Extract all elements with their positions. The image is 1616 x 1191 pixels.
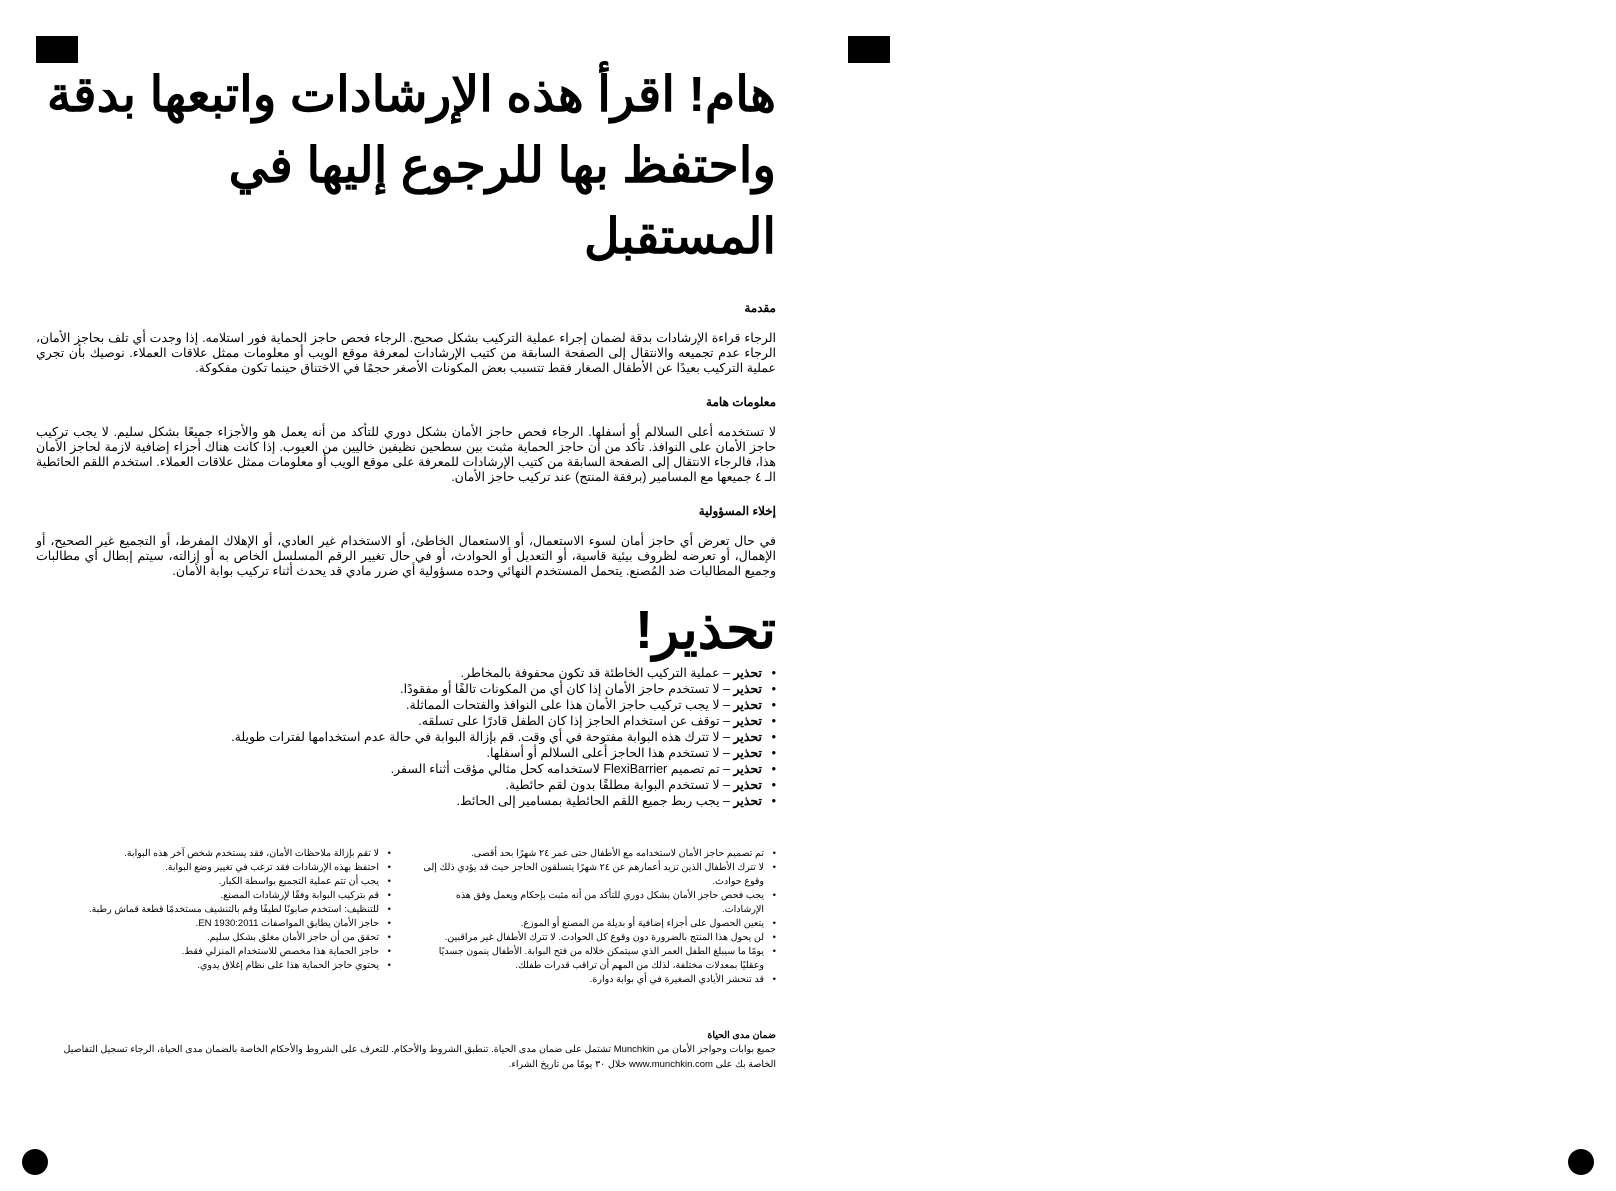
safety-note: • يجب فحص حاجز الأمان بشكل دوري للتأكد من أنه مثبت بإحكام ويعمل وفق هذه الإرشادات. [421,889,776,917]
safety-note: • قم بتركيب البوابة وفقًا لإرشادات المصنع. [36,889,391,903]
safety-notes-left-column [36,847,391,987]
safety-note: • لا تقم بإزالة ملاحظات الأمان، فقد يستخدم شخص آخر هذه البوابة. [36,847,391,861]
safety-notes [36,847,776,987]
safety-notes-right-column [421,847,776,987]
registration-dot-bottom-left [22,1149,48,1175]
warning-item [36,777,776,793]
warning-tag: تحذير [733,714,762,728]
safety-note: • يجب أن تتم عملية التجميع بواسطة الكبار. [36,875,391,889]
warning-tag: تحذير [733,682,762,696]
safety-note: • تم تصميم حاجز الأمان لاستخدامه مع الأطفال حتى عمر ٢٤ شهرًا بحد أقصى. [421,847,776,861]
safety-note: • حاجز الحماية هذا مخصص للاستخدام المنزلي فقط. [36,945,391,959]
safety-note: • لا تترك الأطفال الذين تزيد أعمارهم عن ٢٤ شهرًا يتسلقون الحاجز حيث قد يؤدي ذلك إلى وقوع حوادث. [421,861,776,889]
warning-tag: تحذير [733,698,762,712]
disclaimer-section [36,504,776,579]
warning-title: تحذير! [634,600,776,660]
page-title [36,60,776,273]
warning-tag: تحذير [733,666,762,680]
safety-note: • حاجز الأمان يطابق المواصفات EN 1930:2011. [36,917,391,931]
warning-item-text: – توقف عن استخدام الحاجز إذا كان الطفل قادرًا على تسلقه. [418,714,734,728]
warning-item-text: – لا تستخدم هذا الحاجز أعلى السلالم أو أسفلها. [486,746,734,760]
warning-item [36,761,776,777]
warning-item-text: – لا تترك هذه البوابة مفتوحة في أي وقت. قم بإزالة البوابة في حالة عدم استخدامها لفترات طويلة. [231,730,734,744]
safety-note: • احتفظ بهذه الإرشادات فقد ترغب في تغيير وضع البوابة. [36,861,391,875]
safety-note: • للتنظيف: استخدم صابونًا لطيفًا وقم بالتنشيف مستخدمًا قطعة قماش رطبة. [36,903,391,917]
page-title-line-2: واحتفظ بها للرجوع إليها في المستقبل [228,139,776,264]
disclaimer-text: في حال تعرض أي حاجز أمان لسوء الاستعمال، أو الاستعمال الخاطئ، أو الاستخدام غير العادي، أو الإهلاك المفرط، أو التجميع غير الصحيح، أو الإهمال، أو تعرضه لظروف بيئية قاسية، أو التعديل أو الحوادث، أو في حال تغيير الرقم المسلسل الخاص به أو إزالته، سيتم إبطال أي مطالبات وجميع المطالبات ضد المُصنع. يتحمل المستخدم النهائي وحده مسؤولية أي ضرر مادي قد يحدث أثناء تركيب بوابة الأمان. [36,534,776,578]
warning-tag: تحذير [733,778,762,792]
safety-note: • تحقق من أن حاجز الأمان مغلق بشكل سليم. [36,931,391,945]
warning-tag: تحذير [733,746,762,760]
warranty-section [36,1029,776,1072]
safety-note: • قد تنحشر الأيادي الصغيرة في أي بوابة دوارة. [421,973,776,987]
disclaimer-heading: إخلاء المسؤولية [698,504,776,518]
warning-item [36,745,776,761]
important-info-section [36,395,776,485]
warning-item-text: – عملية التركيب الخاطئة قد تكون محفوفة بالمخاطر. [460,666,734,680]
warning-list [36,665,776,809]
warranty-heading: ضمان مدى الحياة [707,1030,776,1041]
warning-tag: تحذير [733,762,762,776]
warning-item-text: – لا تستخدم حاجز الأمان إذا كان أي من المكونات تالفًا أو مفقودًا. [400,682,734,696]
warning-item [36,793,776,809]
warning-item [36,665,776,681]
page-title-line-1: هام! اقرأ هذه الإرشادات واتبعها بدقة [46,68,776,122]
warning-item-text: – لا يجب تركيب حاجز الأمان هذا على النوافذ والفتحات المماثلة. [406,698,734,712]
warning-item [36,681,776,697]
important-info-text: لا تستخدمه أعلى السلالم أو أسفلها. الرجاء فحص حاجز الأمان بشكل دوري للتأكد من أنه يعمل هو والأجزاء جميعًا بشكل سليم. لا يجب تركيب حاجز الأمان على النوافذ. تأكد من أن حاجز الحماية مثبت بين سطحين نظيفين خاليين من العيوب. إذا كانت هناك أجزاء إضافية لازمة لحاجز الأمان هذا، فالرجاء الانتقال إلى الصفحة السابقة من كتيب الإرشادات للمعرفة على موقع الويب أو معلومات ممثل علاقات العملاء. استخدم اللقم الحائطية الـ ٤ جميعها مع المسامير (برفقة المنتج) عند تركيب حاجز الأمان. [36,425,776,484]
safety-note: • يتعين الحصول على أجزاء إضافية أو بديلة من المصنع أو الموزع. [421,917,776,931]
important-info-heading: معلومات هامة [706,395,776,409]
warning-tag: تحذير [733,730,762,744]
safety-note: • لن يحول هذا المنتج بالضرورة دون وقوع كل الحوادث. لا تترك الأطفال غير مراقبين. [421,931,776,945]
introduction-section [36,301,776,376]
instruction-page [36,60,776,1072]
registration-dot-bottom-right [1568,1149,1594,1175]
registration-mark-top-left [36,36,78,63]
warning-section [36,595,776,809]
introduction-heading: مقدمة [744,301,776,315]
warning-item [36,713,776,729]
introduction-text: الرجاء قراءة الإرشادات بدقة لضمان إجراء عملية التركيب بشكل صحيح. الرجاء فحص حاجز الحماية فور استلامه. إذا وجدت أي تلف بحاجز الأمان، الرجاء عدم تجميعه والانتقال إلى الصفحة السابقة من كتيب الإرشادات لمعرفة موقع الويب أو معلومات ممثل علاقات العملاء. نوصيك بأن تجري عملية التركيب بعيدًا عن الأطفال الصغار فقط تتسبب بعض المكونات الأصغر حجمًا في الاختناق حينما تكون مفكوكة. [36,331,776,375]
warning-item [36,729,776,745]
warning-tag: تحذير [733,794,762,808]
warning-item-text: – تم تصميم FlexiBarrier لاستخدامه كحل مثالي مؤقت أثناء السفر. [390,762,734,776]
registration-mark-top-right [848,36,890,63]
warning-item-text: – يجب ربط جميع اللقم الحائطية بمسامير إلى الحائط. [456,794,734,808]
safety-note: • يحتوي حاجز الحماية هذا على نظام إغلاق يدوي. [36,959,391,973]
warning-item [36,697,776,713]
warning-item-text: – لا تستخدم البوابة مطلقًا بدون لقم حائطية. [505,778,734,792]
safety-note: • يومًا ما سيبلغ الطفل العمر الذي سيتمكن خلاله من فتح البوابة. الأطفال ينمون جسديًا وعقليًا بمعدلات مختلفة، لذلك من المهم أن تراقب قدرات طفلك. [421,945,776,973]
warranty-text: جميع بوابات وحواجز الأمان من Munchkin تشتمل على ضمان مدى الحياة. تنطبق الشروط والأحكام. للتعرف على الشروط والأحكام الخاصة بالضمان مدى الحياة، الرجاء تسجيل التفاصيل الخاصة بك على www.munchkin.com خلال ٣٠ يومًا من تاريخ الشراء. [63,1044,776,1070]
